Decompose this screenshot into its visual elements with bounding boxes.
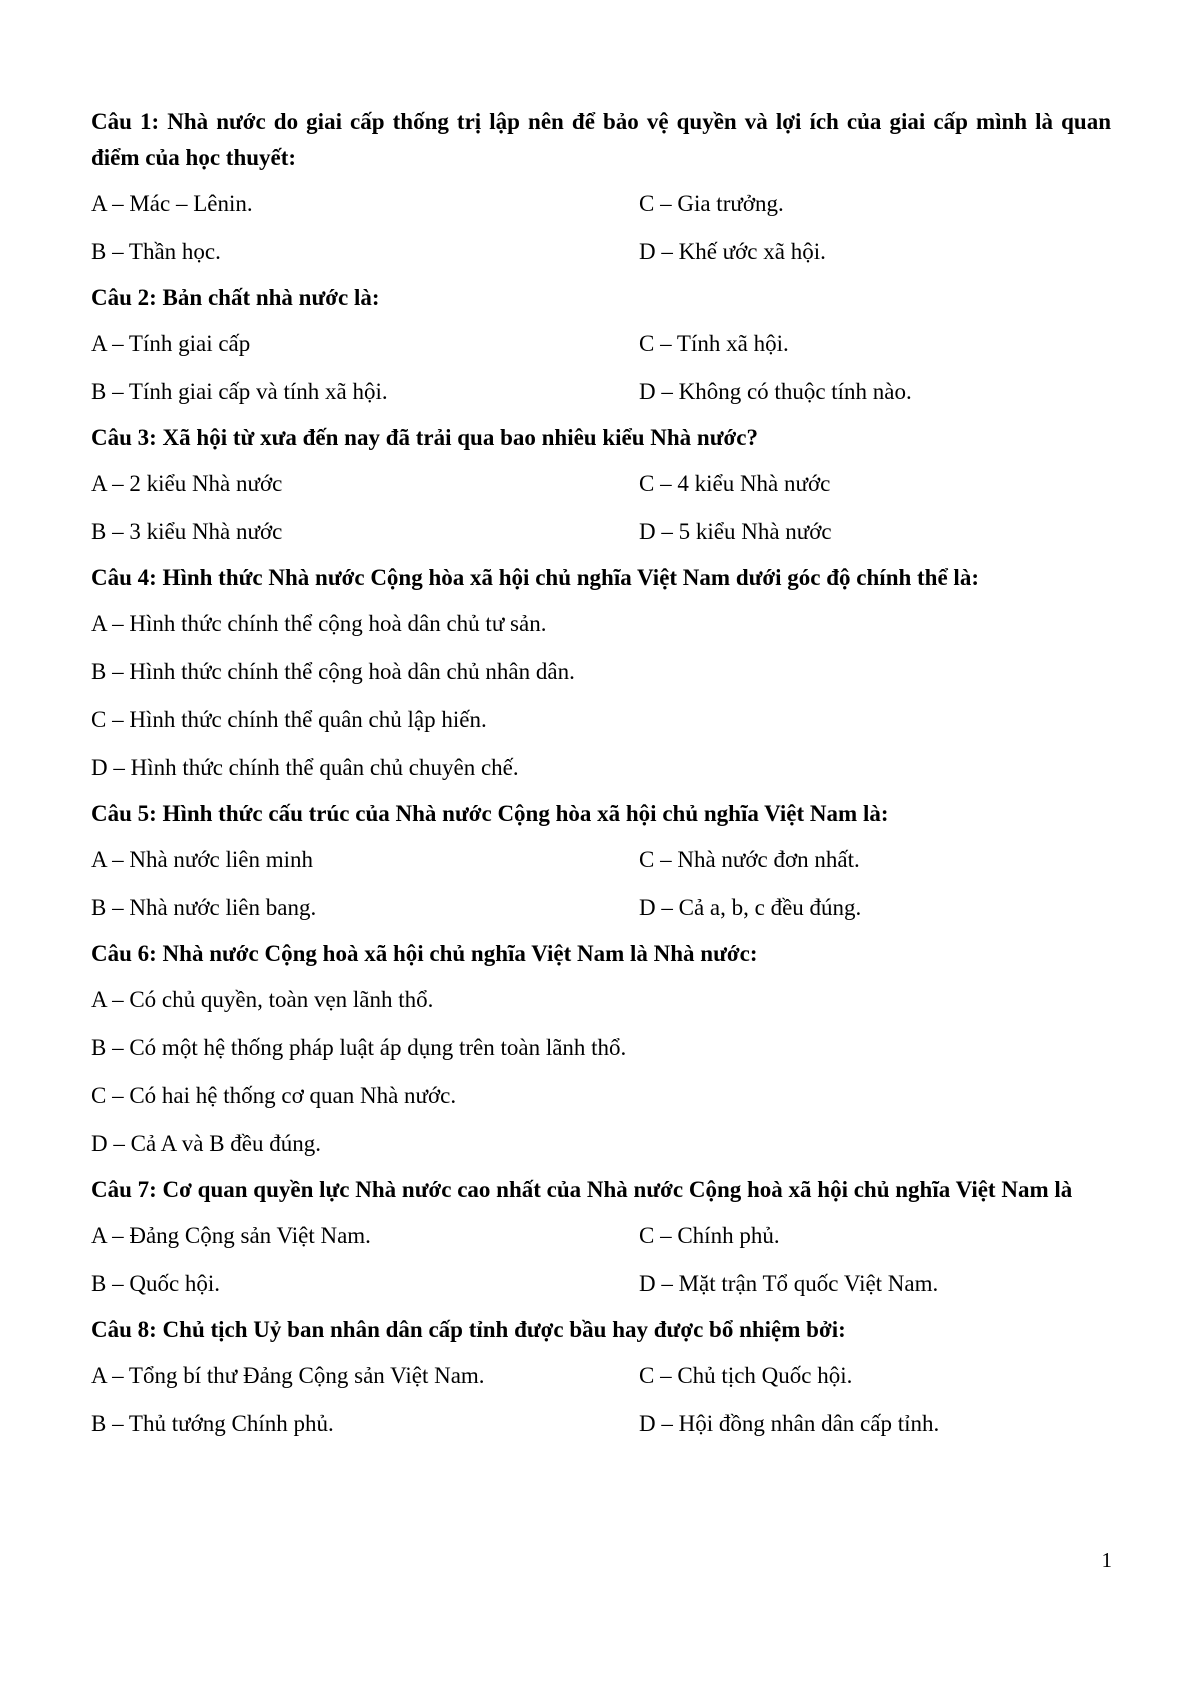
question-2 <box>91 276 1111 416</box>
answer-option-a: A – Mác – Lênin. <box>91 191 253 216</box>
answer-option-d: D – Cả A và B đều đúng. <box>91 1131 321 1156</box>
answer-option-b: B – Thủ tướng Chính phủ. <box>91 1411 334 1436</box>
answer-option-b: B – Quốc hội. <box>91 1271 221 1296</box>
question-title: Câu 2: Bản chất nhà nước là: <box>91 285 380 310</box>
answer-option-b: B – Tính giai cấp và tính xã hội. <box>91 379 388 404</box>
question-7 <box>91 1168 1111 1308</box>
answer-option-d: D – Không có thuộc tính nào. <box>639 379 912 404</box>
answer-options <box>91 460 1111 556</box>
question-1 <box>91 100 1111 276</box>
question-title: Câu 4: Hình thức Nhà nước Cộng hòa xã hội chủ nghĩa Việt Nam dưới góc độ chính thể là: <box>91 565 979 590</box>
answer-option-d: D – Mặt trận Tổ quốc Việt Nam. <box>639 1271 939 1296</box>
question-title: Câu 5: Hình thức cấu trúc của Nhà nước Cộng hòa xã hội chủ nghĩa Việt Nam là: <box>91 801 889 826</box>
answer-option-d: D – 5 kiểu Nhà nước <box>639 519 832 544</box>
answer-option-b: B – Có một hệ thống pháp luật áp dụng trên toàn lãnh thổ. <box>91 1035 627 1060</box>
answer-option-c: C – Chính phủ. <box>639 1223 780 1248</box>
question-list <box>91 100 1111 1448</box>
page-number: 1 <box>1101 1548 1112 1572</box>
question-title: Câu 8: Chủ tịch Uỷ ban nhân dân cấp tỉnh được bầu hay được bổ nhiệm bởi: <box>91 1317 846 1342</box>
answer-option-a: A – Nhà nước liên minh <box>91 847 314 872</box>
question-title: Câu 7: Cơ quan quyền lực Nhà nước cao nhất của Nhà nước Cộng hoà xã hội chủ nghĩa Việt Nam là <box>91 1177 1073 1202</box>
answer-options <box>91 1352 1111 1448</box>
question-title: Câu 1: Nhà nước do giai cấp thống trị lập nên để bảo vệ quyền và lợi ích của giai cấp mình là quan điểm của học thuyết: <box>91 109 1111 170</box>
answer-option-a: A – Hình thức chính thể cộng hoà dân chủ tư sản. <box>91 611 547 636</box>
answer-option-b: B – Thần học. <box>91 239 221 264</box>
answer-option-c: C – Gia trưởng. <box>639 191 784 216</box>
answer-option-a: A – Có chủ quyền, toàn vẹn lãnh thổ. <box>91 987 434 1012</box>
answer-option-c: C – Có hai hệ thống cơ quan Nhà nước. <box>91 1083 457 1108</box>
answer-option-b: B – Hình thức chính thể cộng hoà dân chủ nhân dân. <box>91 659 575 684</box>
answer-option-d: D – Cả a, b, c đều đúng. <box>639 895 862 920</box>
question-title: Câu 6: Nhà nước Cộng hoà xã hội chủ nghĩa Việt Nam là Nhà nước: <box>91 941 758 966</box>
answer-options <box>91 836 1111 932</box>
answer-option-a: A – 2 kiểu Nhà nước <box>91 471 283 496</box>
answer-option-c: C – 4 kiểu Nhà nước <box>639 471 831 496</box>
answer-options <box>91 320 1111 416</box>
answer-option-d: D – Khế ước xã hội. <box>639 239 826 264</box>
answer-option-d: D – Hội đồng nhân dân cấp tỉnh. <box>639 1411 940 1436</box>
answer-option-b: B – Nhà nước liên bang. <box>91 895 317 920</box>
question-4 <box>91 556 1111 792</box>
answer-option-c: C – Nhà nước đơn nhất. <box>639 847 860 872</box>
question-5 <box>91 792 1111 932</box>
question-8 <box>91 1308 1111 1448</box>
answer-option-d: D – Hình thức chính thể quân chủ chuyên chế. <box>91 755 519 780</box>
answer-option-b: B – 3 kiểu Nhà nước <box>91 519 283 544</box>
answer-option-c: C – Tính xã hội. <box>639 331 789 356</box>
answer-option-a: A – Tính giai cấp <box>91 331 251 356</box>
answer-options <box>91 976 1111 1168</box>
answer-options <box>91 600 1111 792</box>
answer-option-c: C – Chủ tịch Quốc hội. <box>639 1363 853 1388</box>
answer-options <box>91 180 1111 276</box>
answer-option-a: A – Tổng bí thư Đảng Cộng sản Việt Nam. <box>91 1363 485 1388</box>
answer-option-c: C – Hình thức chính thể quân chủ lập hiến. <box>91 707 487 732</box>
question-3 <box>91 416 1111 556</box>
question-6 <box>91 932 1111 1168</box>
question-title: Câu 3: Xã hội từ xưa đến nay đã trải qua bao nhiêu kiểu Nhà nước? <box>91 425 758 450</box>
answer-option-a: A – Đảng Cộng sản Việt Nam. <box>91 1223 371 1248</box>
answer-options <box>91 1212 1111 1308</box>
